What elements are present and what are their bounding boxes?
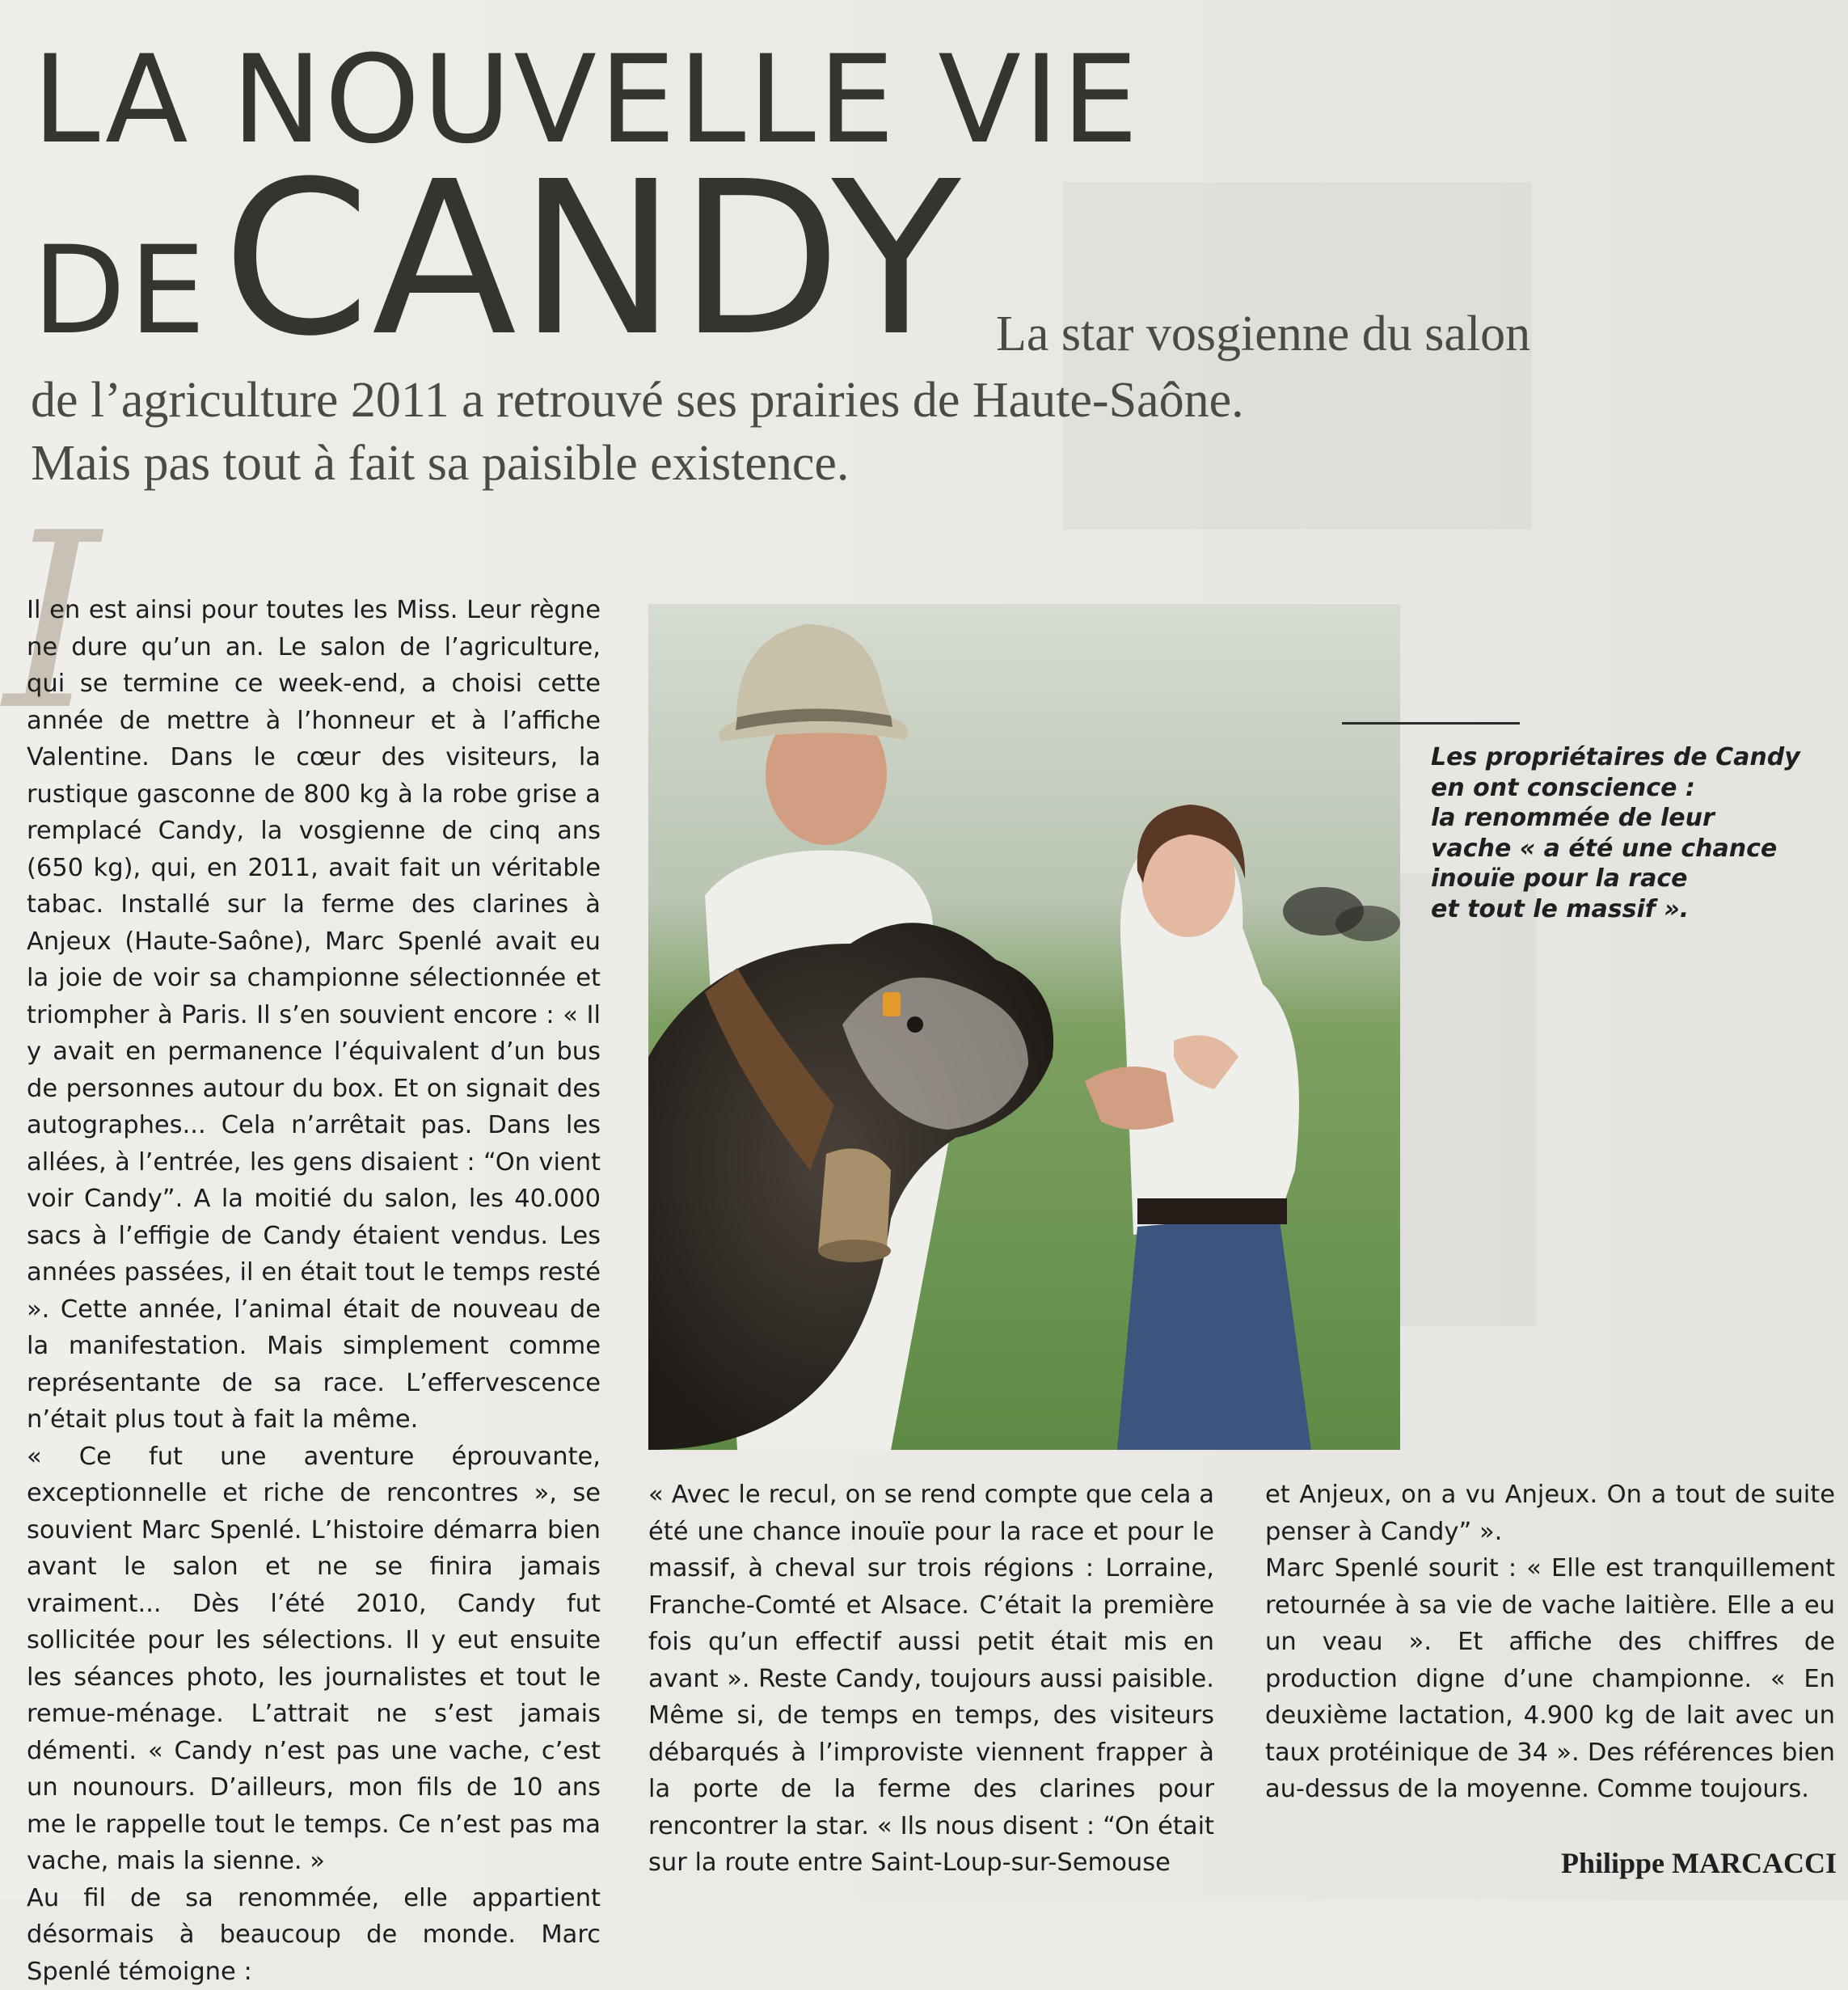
caption-rule xyxy=(1342,722,1520,725)
drop-cap: I xyxy=(4,501,100,744)
article-column-2 xyxy=(648,1477,1214,1882)
standfirst-line3: Mais pas tout à fait sa paisible existence. xyxy=(31,437,849,490)
column3-paragraph-2: Marc Spenlé sourit : « Elle est tranquillement retournée à sa vie de vache laitière. Elle a eu un veau ». Et affiche des chiffres de production digne d’une championne. « En deuxième lactation, 4.900 kg de lait avec un taux protéinique de 34 ». Des références bien au-dessus de la moyenne. Comme toujours. xyxy=(1265,1550,1835,1808)
article-column-1 xyxy=(27,592,601,1990)
standfirst-line1: La star vosgienne du salon xyxy=(996,307,1530,361)
column1-paragraph-1: Il en est ainsi pour toutes les Miss. Leur règne ne dure qu’un an. Le salon de l’agriculture, qui se termine ce week-end, a choisi cette année de mettre à l’honneur et à l’affiche Valentine. Dans le cœur des visiteurs, la rustique gasconne de 800 kg à la robe grise a remplacé Candy, la vosgienne de cinq ans (650 kg), qui, en 2011, avait fait un véritable tabac. Installé sur la ferme des clarines à Anjeux (Haute-Saône), Marc Spenlé avait eu la joie de voir sa championne sélectionnée et triompher à Paris. Il s’en souvient encore : « Il y avait en permanence l’équivalent d’un bus de personnes autour du box. Et on signait des autographes... Cela n’arrêtait pas. Dans les allées, à l’entrée, les gens disaient : “On vient voir Candy”. A la moitié du salon, les 40.000 sacs à l’effigie de Candy étaient vendus. Les années passées, il en était tout le temps resté ». Cette année, l’animal était de nouveau de la manifestation. Mais simplement comme représentante de sa race. L’effervescence n’était plus tout à fait la même. xyxy=(27,592,601,1439)
article-column-3 xyxy=(1265,1477,1835,1808)
farmers-with-cow-photo xyxy=(648,604,1400,1450)
article-photo xyxy=(648,604,1400,1450)
headline-line1: LA NOUVELLE VIE xyxy=(32,42,1141,159)
column1-paragraph-2: « Ce fut une aventure éprouvante, exceptionnelle et riche de rencontres », se souvient Marc Spenlé. L’histoire démarra bien avant le salon et ne se finira jamais vraiment... Dès l’été 2010, Candy fut sollicitée pour les sélections. Il y eut ensuite les séances photo, les journalistes et tout le remue-ménage. L’attrait ne s’est jamais démenti. « Candy n’est pas une vache, c’est un nounours. D’ailleurs, mon fils de 10 ans me le rappelle tout le temps. Ce n’est pas ma vache, mais la sienne. » xyxy=(27,1439,601,1880)
headline-candy: CANDY xyxy=(222,154,963,365)
standfirst-line2: de l’agriculture 2011 a retrouvé ses prairies de Haute-Saône. xyxy=(31,374,1244,427)
column1-paragraph-3: Au fil de sa renommée, elle appartient désormais à beaucoup de monde. Marc Spenlé témoigne : xyxy=(27,1880,601,1990)
headline-de: DE xyxy=(32,230,209,352)
photo-caption: Les propriétaires de Candy en ont conscience : la renommée de leur vache « a été une chance inouïe pour la race et tout le massif ». xyxy=(1431,742,1848,924)
column2-paragraph-1: « Avec le recul, on se rend compte que cela a été une chance inouïe pour la race et pour le massif, à cheval sur trois régions : Lorraine, Franche-Comté et Alsace. C’était la première fois qu’un effectif aussi petit était mis en avant ». Reste Candy, toujours aussi paisible. Même si, de temps en temps, des visiteurs débarqués à l’improviste viennent frapper à la porte de la ferme des clarines pour rencontrer la star. « Ils nous disent : “On était sur la route entre Saint-Loup-sur-Semouse xyxy=(648,1477,1214,1882)
column3-paragraph-1: et Anjeux, on a vu Anjeux. On a tout de suite penser à Candy” ». xyxy=(1265,1477,1835,1550)
byline: Philippe MARCACCI xyxy=(1561,1846,1837,1880)
